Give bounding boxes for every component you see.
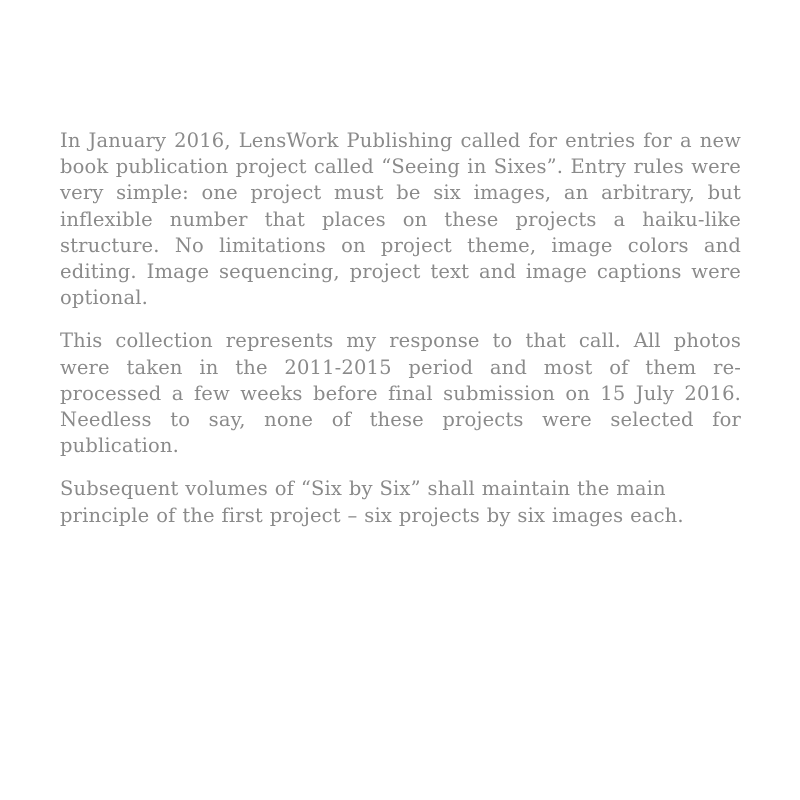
paragraph-intro: In January 2016, LensWork Publishing called for entries for a new book publication project called “Seeing in Sixes”. Entry rules were very simple: one project must be six images, an arbitrary, but inflexible number that places on these projects a haiku-like structure. No limitations on project theme, image colors and editing. Image sequencing, project text and image captions were optional.	[60, 129, 741, 310]
paragraph-collection: This collection represents my response to that call. All photos were taken in the 2011-2015 period and most of them re-processed a few weeks before final submission on 15 July 2016. Needless to say, none of these projects were selected for publication.	[60, 329, 741, 458]
document-body	[60, 128, 741, 546]
paragraph-subsequent-volumes: Subsequent volumes of “Six by Six” shall maintain the main principle of the first project – six projects by six images each.	[60, 477, 684, 527]
